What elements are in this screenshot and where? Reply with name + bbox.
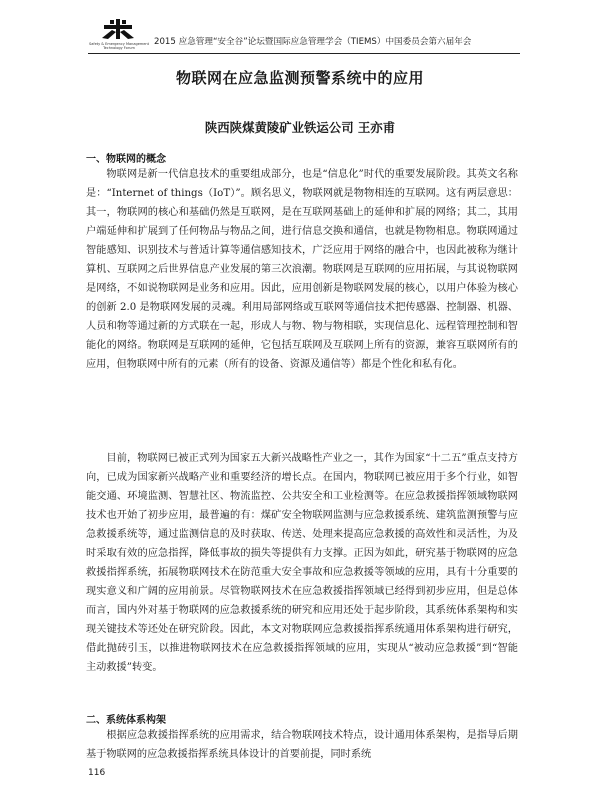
conference-logo	[88, 18, 150, 52]
page-number: 116	[88, 768, 106, 778]
logo-caption: Safety & Emergency Management Technology Forum	[88, 42, 150, 50]
logo-emblem-icon	[98, 18, 138, 40]
body-paragraph: 根据应急救援指挥系统的应用需求，结合物联网技术特点，设计通用体系架构，是指导后期基于物联网的应急救援指挥系统具体设计的首要前提，同时系统	[86, 730, 518, 760]
article-author: 陕西陕煤黄陵矿业铁运公司 王亦甫	[204, 120, 396, 135]
running-header	[88, 18, 518, 52]
section-heading-1: 一、物联网的概念	[86, 154, 166, 165]
section-heading-2: 二、系统体系构架	[86, 715, 166, 726]
header-title: 2015 应急管理“安全谷”论坛暨国际应急管理学会（TIEMS）中国委员会第六届年会	[154, 37, 472, 47]
article-title: 物联网在应急监测预警系统中的应用	[175, 69, 424, 87]
body-paragraph: 目前，物联网已被正式列为国家五大新兴战略性产业之一，其作为国家“十二五”重点支持方向，已成为国家新兴战略产业和重要经济的增长点。在国内，物联网已被应用于多个行业，如智能交通、环境监测、智慧社区、物流监控、公共安全和工业检测等。在应急救援指挥领域物联网技术也开始了初步应用，最普遍的有：煤矿安全物联网监测与应急救援系统、建筑监测预警与应急救援系统等，通过监测信息的及时获取、传送、处理来提高应急救援的高效性和灵活性，为及时采取有效的应急指挥，降低事故的损失等提供有力支撑。正因为如此，研究基于物联网的应急救援指挥系统，拓展物联网技术在防范重大安全事故和应急救援等领域的应用，具有十分重要的现实意义和广阔的应用前景。尽管物联网技术在应急救援指挥领域已经得到初步应用，但是总体而言，国内外对基于物联网的应急救援系统的研究和应用还处于起步阶段，其系统体系架构和实现关键技术等还处在研究阶段。因此，本文对物联网应急救援指挥系统通用体系架构进行研究，借此抛砖引玉，以推进物联网技术在应急救援指挥领域的应用，实现从“被动应急救援”到“智能主动救援”转变。	[86, 453, 518, 673]
body-paragraph: 物联网是新一代信息技术的重要组成部分，也是“信息化”时代的重要发展阶段。其英文名称是：“Internet of things（IoT）”。顾名思义，物联网就是物物相连的互联网。这有两层意思：其一，物联网的核心和基础仍然是互联网，是在互联网基础上的延伸和扩展的网络；其二，其用户端延伸和扩展到了任何物品与物品之间，进行信息交换和通信，也就是物物相息。物联网通过智能感知、识别技术与普适计算等通信感知技术，广泛应用于网络的融合中，也因此被称为继计算机、互联网之后世界信息产业发展的第三次浪潮。物联网是互联网的应用拓展，与其说物联网是网络，不如说物联网是业务和应用。因此，应用创新是物联网发展的核心，以用户体验为核心的创新 2.0 是物联网发展的灵魂。利用局部网络或互联网等通信技术把传感器、控制器、机器、人员和物等通过新的方式联在一起，形成人与物、物与物相联，实现信息化、远程管理控制和智能化的网络。物联网是互联网的延伸，它包括互联网及互联网上所有的资源，兼容互联网所有的应用，但物联网中所有的元素（所有的设备、资源及通信等）都是个性化和私有化。	[86, 169, 518, 370]
header-divider	[88, 53, 520, 54]
